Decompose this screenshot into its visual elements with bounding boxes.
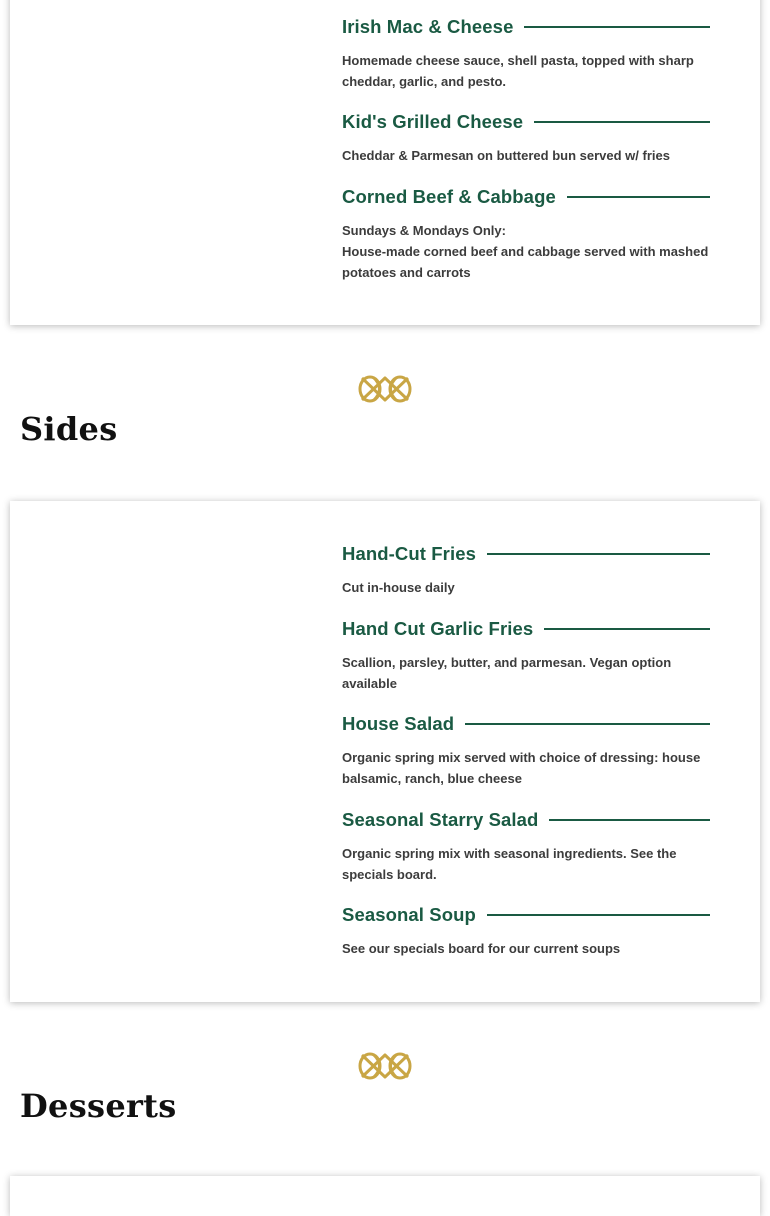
celtic-knot-icon (358, 374, 412, 404)
celtic-knot-icon (358, 1051, 412, 1081)
menu-item-description: Scallion, parsley, butter, and parmesan. Vegan option available (342, 655, 672, 691)
desserts-menu-card (10, 1176, 760, 1216)
menu-item-name: Kid's Grilled Cheese (342, 111, 524, 132)
menu-item-description: Cut in-house daily (342, 580, 455, 595)
sides-menu-card (10, 501, 760, 1002)
menu-item-divider (487, 914, 710, 916)
menu-item-description (342, 220, 710, 283)
menu-item-description: See our specials board for our current soups (342, 941, 621, 956)
menu-item-name: Hand Cut Garlic Fries (342, 618, 534, 639)
menu-item-name: Corned Beef & Cabbage (342, 186, 556, 207)
menu-item-divider (487, 553, 710, 555)
menu-item (342, 14, 710, 92)
menu-item (342, 109, 710, 166)
menu-item-name: Irish Mac & Cheese (342, 16, 514, 37)
menu-item (342, 184, 710, 283)
menu-item-description: Homemade cheese sauce, shell pasta, topped with sharp cheddar, garlic, and pesto. (342, 53, 694, 89)
menu-item-divider (544, 628, 710, 630)
menu-item-divider (524, 26, 710, 28)
menu-item-divider (465, 723, 710, 725)
menu-item-description-text: House-made corned beef and cabbage served with mashed potatoes and carrots (342, 244, 709, 280)
menu-item-divider (534, 121, 710, 123)
menu-item-name: Hand-Cut Fries (342, 543, 476, 564)
menu-item-description-note: Sundays & Mondays Only: (342, 223, 506, 238)
menu-item-description: Cheddar & Parmesan on buttered bun served w/ fries (342, 148, 670, 163)
menu-item (342, 902, 710, 959)
menu-item-description: Organic spring mix with seasonal ingredients. See the specials board. (342, 846, 677, 882)
menu-item (342, 711, 710, 789)
menu-item (342, 541, 710, 598)
menu-item-divider (549, 819, 710, 821)
menu-item-divider (567, 196, 710, 198)
section-title-desserts: Desserts (20, 1087, 177, 1125)
section-title-sides: Sides (20, 410, 118, 448)
mains-menu-card (10, 0, 760, 325)
menu-item (342, 616, 710, 694)
menu-item-name: Seasonal Starry Salad (342, 809, 539, 830)
menu-item (342, 807, 710, 885)
menu-item-name: House Salad (342, 713, 455, 734)
menu-item-name: Seasonal Soup (342, 904, 476, 925)
menu-item-description: Organic spring mix served with choice of dressing: house balsamic, ranch, blue cheese (342, 750, 701, 786)
